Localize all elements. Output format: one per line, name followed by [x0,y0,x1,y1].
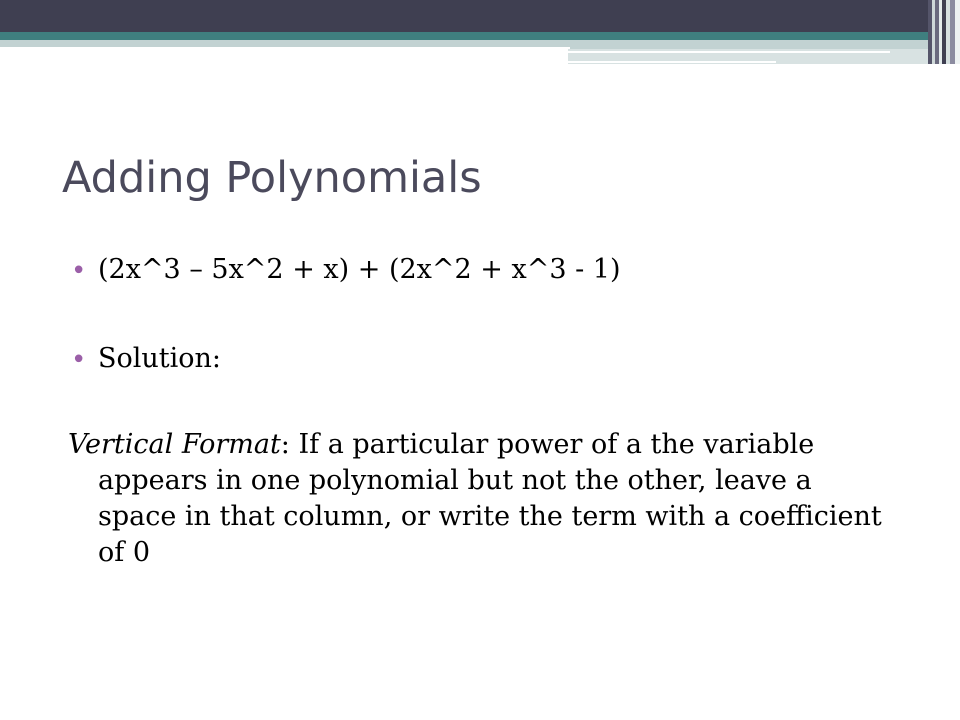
bullet-item-solution [68,339,888,379]
header-band-dark [0,0,960,32]
header-band-step-line [568,51,890,53]
header-band-teal [0,32,960,40]
bullet-item-expression [68,250,888,290]
bullet-dot-icon: • [71,256,87,286]
bullet-text-expression: (2x^3 – 5x^2 + x) + (2x^2 + x^3 - 1) [98,254,621,285]
slide-body [68,244,888,571]
vertical-format-text: : If a particular power of a the variable appears in one polynomial but not the other, leave a space in that column, or write the term with a coefficient of 0 [98,429,882,568]
slide-title: Adding Polynomials [62,153,482,203]
header-band-step-line-lower [568,61,776,63]
header-band-line [0,47,570,49]
bullet-text-solution: Solution: [98,343,222,374]
bullet-dot-icon: • [71,345,87,375]
header-right-stripes [928,0,960,64]
vertical-format-paragraph [68,427,888,571]
vertical-format-term: Vertical Format [68,429,281,460]
